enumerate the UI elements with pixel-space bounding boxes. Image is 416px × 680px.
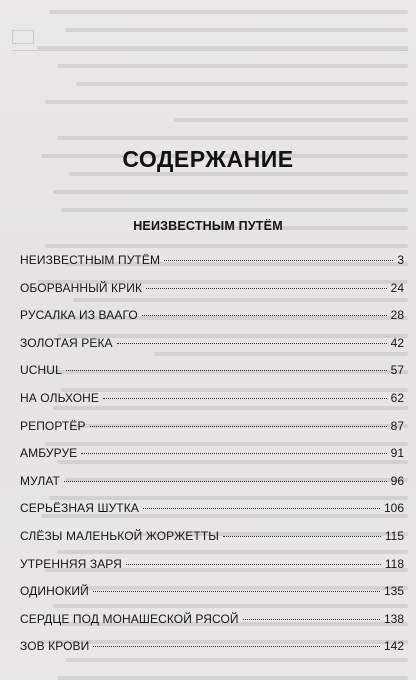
toc-entry-page: 42 — [390, 335, 404, 350]
toc-entry-page: 24 — [390, 280, 404, 295]
toc-leader-dots — [81, 453, 386, 454]
bleed-line — [174, 118, 408, 122]
toc-leader-dots — [146, 288, 387, 289]
bleed-line — [57, 676, 408, 680]
toc-entry-page: 87 — [390, 418, 404, 433]
toc-entry-page: 106 — [383, 501, 404, 516]
toc-entry-page: 138 — [383, 611, 404, 626]
toc-leader-dots — [117, 343, 387, 344]
toc-entry — [20, 391, 404, 419]
toc-entry-title: НЕИЗВЕСТНЫМ ПУТЁМ — [20, 253, 161, 267]
bleed-line — [61, 208, 408, 212]
header-page-box — [12, 30, 34, 44]
bleed-line — [49, 10, 408, 14]
toc-entry — [20, 281, 404, 309]
toc-entry — [20, 419, 404, 447]
toc-entry-title: СЕРЬЁЗНАЯ ШУТКА — [20, 501, 139, 516]
toc-leader-dots — [103, 398, 387, 399]
bleed-line — [65, 28, 408, 32]
toc-entry — [20, 446, 404, 474]
toc-entry — [20, 308, 404, 336]
toc-entry-title: ОДИНОКИЙ — [20, 584, 89, 599]
toc-entry-page: 91 — [390, 446, 404, 461]
bleed-line — [77, 82, 409, 86]
toc-entry — [20, 363, 404, 391]
toc-leader-dots — [93, 646, 380, 647]
table-of-contents — [20, 253, 404, 667]
section-heading: НЕИЗВЕСТНЫМ ПУТЁМ — [133, 219, 283, 233]
toc-entry-title: СЛЁЗЫ МАЛЕНЬКОЙ ЖОРЖЕТТЫ — [20, 528, 219, 543]
toc-entry-title: РЕПОРТЁР — [20, 418, 86, 433]
toc-entry — [20, 529, 404, 557]
toc-entry-page: 142 — [383, 639, 404, 654]
toc-entry — [20, 253, 404, 281]
toc-entry-title: ЗОЛОТАЯ РЕКА — [20, 335, 113, 350]
toc-entry-title: АМБУРУЕ — [20, 446, 78, 461]
toc-leader-dots — [90, 426, 387, 427]
toc-entry — [20, 584, 404, 612]
toc-entry-title: ЗОВ КРОВИ — [20, 639, 90, 654]
bleed-line — [53, 190, 408, 194]
toc-leader-dots — [142, 315, 387, 316]
toc-entry-title: УТРЕННЯЯ ЗАРЯ — [20, 556, 122, 571]
toc-entry — [20, 501, 404, 529]
toc-entry-title: МУЛАТ — [20, 473, 60, 488]
toc-entry-page: 62 — [390, 390, 404, 405]
toc-leader-dots — [64, 481, 387, 482]
header-rule — [12, 50, 408, 51]
toc-entry-page: 118 — [384, 556, 404, 571]
toc-leader-dots — [66, 370, 387, 371]
toc-leader-dots — [243, 619, 380, 620]
toc-entry — [20, 336, 404, 364]
toc-leader-dots — [164, 260, 393, 261]
toc-entry-title: UCHUL — [20, 363, 62, 378]
toc-entry-page: 3 — [397, 253, 404, 267]
page-title: СОДЕРЖАНИЕ — [122, 146, 294, 172]
toc-leader-dots — [223, 536, 381, 537]
toc-entry-title: СЕРДЦЕ ПОД МОНАШЕСКОЙ РЯСОЙ — [20, 611, 239, 626]
toc-entry-title: ОБОРВАННЫЙ КРИК — [20, 280, 143, 295]
toc-entry — [20, 639, 404, 667]
toc-entry — [20, 474, 404, 502]
toc-entry — [20, 557, 404, 585]
toc-entry — [20, 612, 404, 640]
bleed-line — [45, 244, 408, 248]
bleed-line — [45, 100, 408, 104]
toc-entry-page: 96 — [390, 473, 404, 488]
toc-entry-page: 135 — [383, 584, 404, 599]
toc-leader-dots — [126, 564, 381, 565]
toc-entry-title: РУСАЛКА ИЗ ВААГО — [20, 308, 138, 323]
toc-leader-dots — [143, 508, 380, 509]
toc-entry-page: 28 — [390, 308, 404, 323]
toc-leader-dots — [93, 591, 380, 592]
bleed-line — [57, 136, 408, 140]
toc-entry-page: 57 — [390, 363, 404, 378]
toc-entry-page: 115 — [384, 528, 404, 543]
toc-entry-title: НА ОЛЬХОНЕ — [20, 390, 100, 405]
bleed-line — [57, 64, 408, 68]
